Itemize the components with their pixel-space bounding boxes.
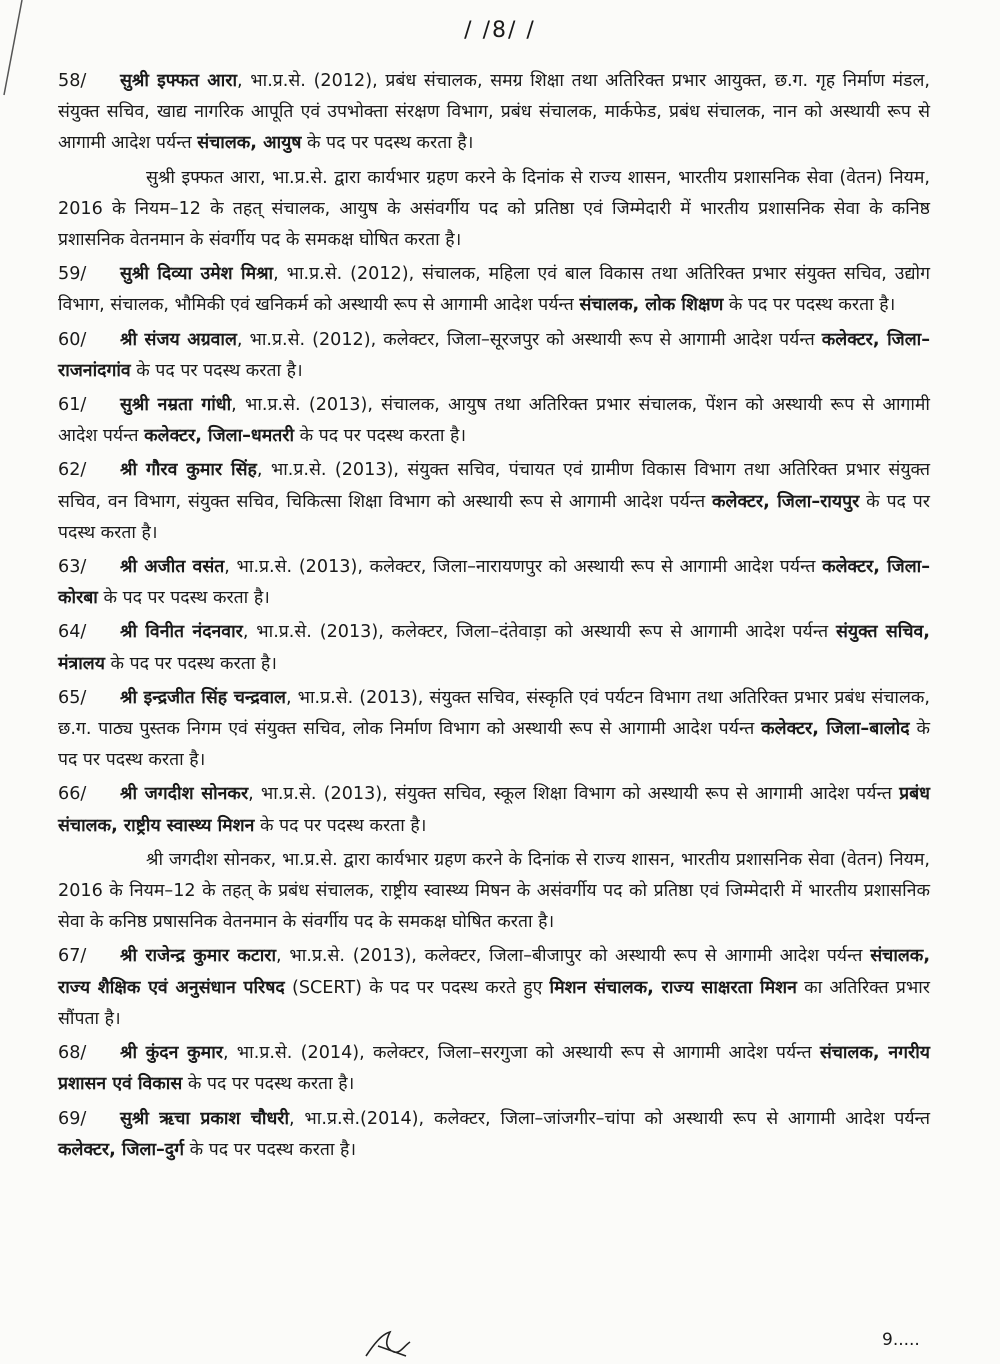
order-item-65: 65/ श्री इन्द्रजीत सिंह चन्द्रवाल, भा.प्र.से. (2013), संयुक्त सचिव, संस्कृति एवं पर्यटन विभाग तथा अतिरिक्त प्रभार प्रबंध संचालक, छ.ग. पाठ्य पुस्तक निगम एवं संयुक्त सचिव, लोक निर्माण विभाग को अस्थायी रूप से आगामी आदेश पर्यन्त कलेक्टर, जिला–बालोद के पद पर पदस्थ करता है।	[58, 687, 930, 771]
order-note-66: श्री जगदीश सोनकर, भा.प्र.से. द्वारा कार्यभार ग्रहण करने के दिनांक से राज्य शासन, भारतीय प्रशासनिक सेवा (वेतन) नियम, 2016 के नियम–12 के तहत् के प्रबंध संचालक, राष्ट्रीय स्वास्थ्य मिषन के असंवर्गीय पद को प्रतिष्ठा एवं जिम्मेदारी में भारतीय प्रशासनिक सेवा के कनिष्ठ प्रषासनिक वेतनमान के संवर्गीय पद के समकक्ष घोषित करता है।	[58, 849, 930, 933]
next-page-indicator: 9.....	[882, 1330, 920, 1350]
order-item-61: 61/ सुश्री नम्रता गांधी, भा.प्र.से. (2013), संचालक, आयुष तथा अतिरिक्त प्रभार संचालक, पेंशन को अस्थायी रूप से आगामी आदेश पर्यन्त कलेक्टर, जिला–धमतरी के पद पर पदस्थ करता है।	[58, 395, 930, 447]
order-item-63: 63/ श्री अजीत वसंत, भा.प्र.से. (2013), कलेक्टर, जिला–नारायणपुर को अस्थायी रूप से आगामी आदेश पर्यन्त कलेक्टर, जिला–कोरबा के पद पर पदस्थ करता है।	[58, 557, 930, 609]
order-item-64: 64/ श्री विनीत नंदनवार, भा.प्र.से. (2013), कलेक्टर, जिला–दंतेवाड़ा को अस्थायी रूप से आगामी आदेश पर्यन्त संयुक्त सचिव, मंत्रालय के पद पर पदस्थ करता है।	[58, 622, 930, 674]
page-number: / /8/ /	[464, 18, 536, 43]
order-item-69: 69/ सुश्री ऋचा प्रकाश चौधरी, भा.प्र.से.(2014), कलेक्टर, जिला–जांजगीर–चांपा को अस्थायी रूप से आगामी आदेश पर्यन्त कलेक्टर, जिला–दुर्ग के पद पर पदस्थ करता है।	[58, 1108, 930, 1160]
initial-signature	[360, 1326, 420, 1362]
order-item-68: 68/ श्री कुंदन कुमार, भा.प्र.से. (2014), कलेक्टर, जिला–सरगुजा को अस्थायी रूप से आगामी आदेश पर्यन्त संचालक, नगरीय प्रशासन एवं विकास के पद पर पदस्थ करता है।	[58, 1043, 931, 1095]
order-body	[58, 66, 930, 1169]
order-item-60: 60/ श्री संजय अग्रवाल, भा.प्र.से. (2012), कलेक्टर, जिला–सूरजपुर को अस्थायी रूप से आगामी आदेश पर्यन्त कलेक्टर, जिला–राजनांदगांव के पद पर पदस्थ करता है।	[58, 329, 930, 381]
order-item-58: 58/ सुश्री इफ्फत आरा, भा.प्र.से. (2012), प्रबंध संचालक, समग्र शिक्षा तथा अतिरिक्त प्रभार आयुक्त, छ.ग. गृह निर्माण मंडल, संयुक्त सचिव, खाद्य नागरिक आपूति एवं उपभोक्ता संरक्षण विभाग, प्रबंध संचालक, मार्कफेड, प्रबंध संचालक, नान को अस्थायी रूप से आगामी आदेश पर्यन्त संचालक, आयुष के पद पर पदस्थ करता है।	[58, 71, 930, 154]
order-item-62: 62/ श्री गौरव कुमार सिंह, भा.प्र.से. (2013), संयुक्त सचिव, पंचायत एवं ग्रामीण विकास विभाग तथा अतिरिक्त प्रभार संयुक्त सचिव, वन विभाग, संयुक्त सचिव, चिकित्सा शिक्षा विभाग को अस्थायी रूप से आगामी आदेश पर्यन्त कलेक्टर, जिला–रायपुर के पद पर पदस्थ करता है।	[58, 460, 930, 543]
order-note-58: सुश्री इफ्फत आरा, भा.प्र.से. द्वारा कार्यभार ग्रहण करने के दिनांक से राज्य शासन, भारतीय प्रशासनिक सेवा (वेतन) नियम, 2016 के नियम–12 के तहत् संचालक, आयुष के असंवर्गीय पद को प्रतिष्ठा एवं जिम्मेदारी में भारतीय प्रशासनिक सेवा के कनिष्ठ प्रशासनिक वेतनमान के संवर्गीय पद के समकक्ष घोषित करता है।	[58, 167, 930, 251]
order-item-67: 67/ श्री राजेन्द्र कुमार कटारा, भा.प्र.से. (2013), कलेक्टर, जिला–बीजापुर को अस्थायी रूप से आगामी आदेश पर्यन्त संचालक, राज्य शैक्षिक एवं अनुसंधान परिषद (SCERT) के पद पर पदस्थ करते हुए मिशन संचालक, राज्य साक्षरता मिशन का अतिरिक्त प्रभार सौंपता है।	[58, 946, 930, 1029]
order-item-66: 66/ श्री जगदीश सोनकर, भा.प्र.से. (2013), संयुक्त सचिव, स्कूल शिक्षा विभाग को अस्थायी रूप से आगामी आदेश पर्यन्त प्रबंध संचालक, राष्ट्रीय स्वास्थ्य मिशन के पद पर पदस्थ करता है।	[58, 784, 930, 836]
order-item-59: 59/ सुश्री दिव्या उमेश मिश्रा, भा.प्र.से. (2012), संचालक, महिला एवं बाल विकास तथा अतिरिक्त प्रभार संयुक्त सचिव, उद्योग विभाग, संचालक, भौमिकी एवं खनिकर्म को अस्थायी रूप से आगामी आदेश पर्यन्त संचालक, लोक शिक्षण के पद पर पदस्थ करता है।	[58, 264, 930, 316]
